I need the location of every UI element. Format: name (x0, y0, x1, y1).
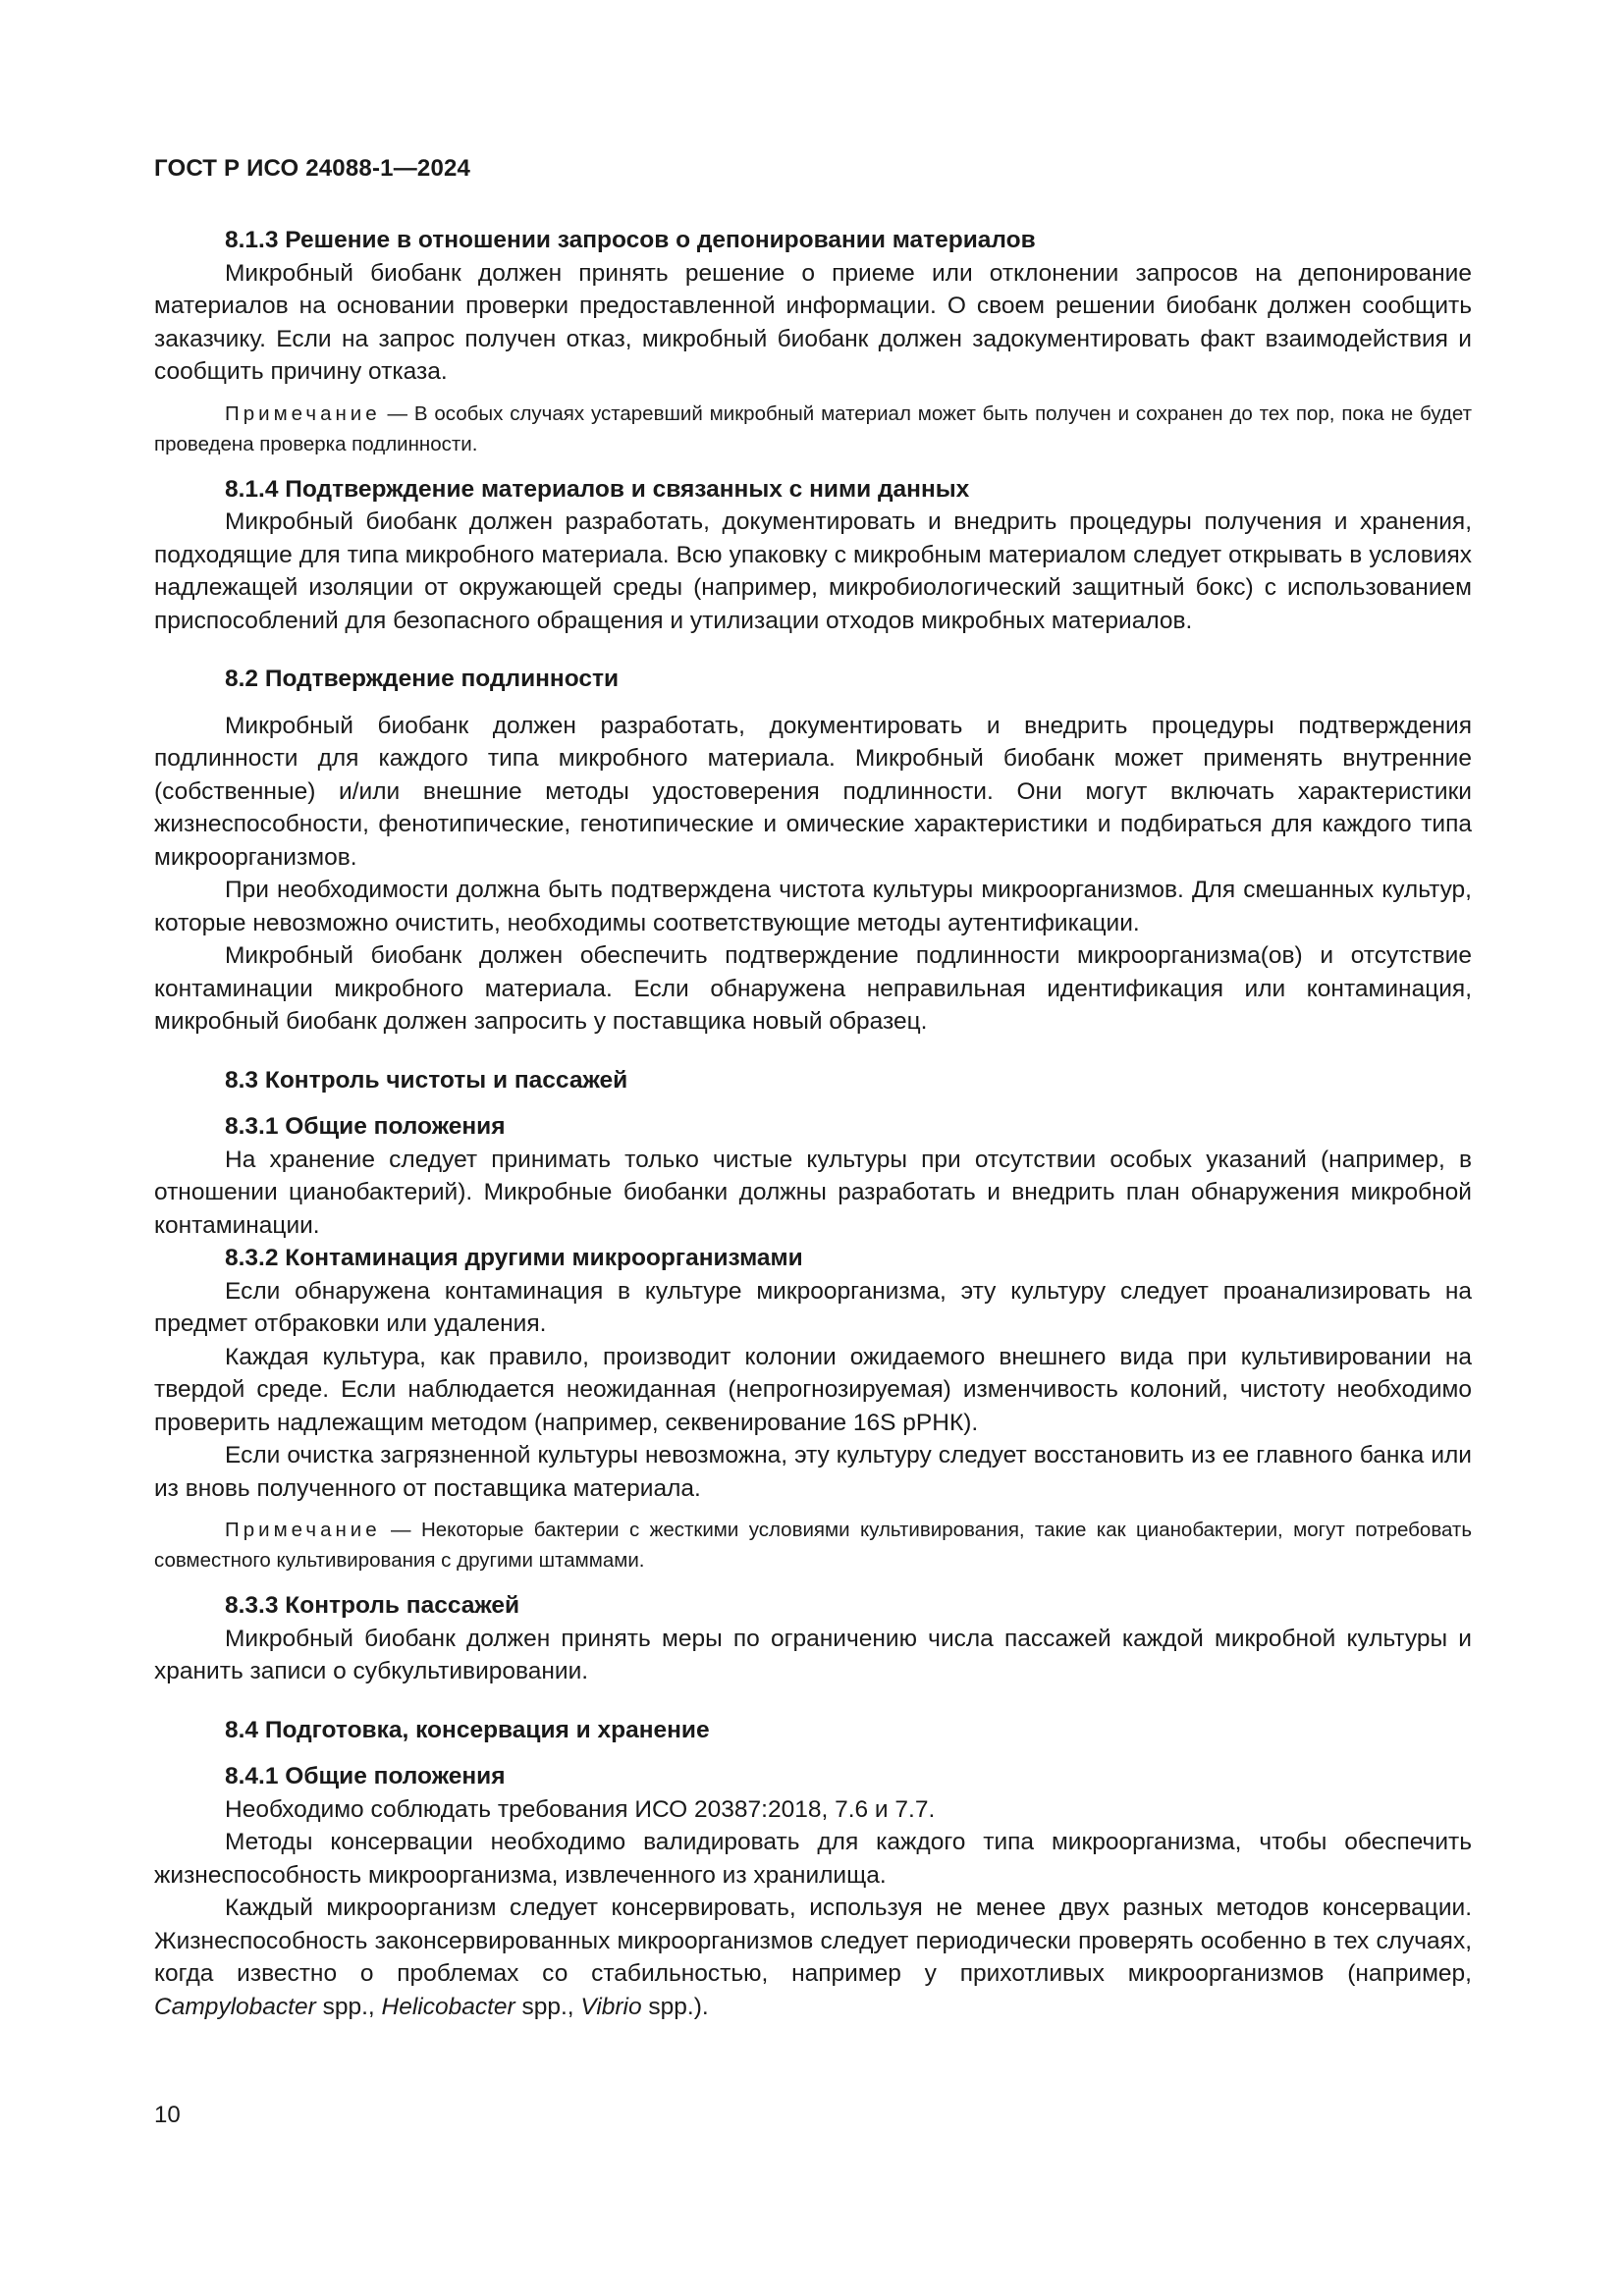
paragraph: Методы консервации необходимо валидировать для каждого типа микроорганизма, чтобы обеспечить жизнеспособность микроорганизма, извлеченного из хранилища. (154, 1829, 1472, 1889)
paragraph-text: spp.). (641, 1993, 709, 2020)
heading-8-4: 8.4 Подготовка, консервация и хранение (225, 1716, 710, 1743)
paragraph: Микробный биобанк должен принять меры по ограничению числа пассажей каждой микробной культуры и хранить записи о субкультивировании. (154, 1625, 1472, 1684)
paragraph: Если очистка загрязненной культуры невозможна, эту культуру следует восстановить из ее главного банка или из вновь полученного от поставщика материала. (154, 1442, 1472, 1502)
paragraph: Микробный биобанк должен разработать, документировать и внедрить процедуры подтверждения подлинности для каждого типа микробного материала. Микробный биобанк может применять внутренние (собственные) и/или внешние методы удостоверения подлинности. Они могут включать характеристики жизнеспособности, фенотипические, генотипические и омические характеристики и подбираться для каждого типа микроорганизмов. (154, 712, 1472, 871)
genus-name: Campylobacter (154, 1993, 316, 2020)
note (154, 1515, 1472, 1575)
paragraph: Необходимо соблюдать требования ИСО 20387:2018, 7.6 и 7.7. (225, 1795, 936, 1823)
note-label: Примечание (225, 401, 381, 425)
note-text: — Некоторые бактерии с жесткими условиями культивирования, такие как цианобактерии, могут потребовать совместного культивирования с другими штаммами. (154, 1519, 1472, 1572)
note (154, 399, 1472, 459)
heading-8-3-2: 8.3.2 Контаминация другими микроорганизмами (225, 1245, 803, 1271)
paragraph (154, 1892, 1472, 2023)
page-content (154, 224, 1472, 2023)
heading-8-3-1: 8.3.1 Общие положения (225, 1113, 506, 1140)
note-text: — В особых случаях устаревший микробный материал может быть получен и сохранен до тех пор, пока не будет проведена проверка подлинности. (154, 401, 1472, 455)
paragraph: Если обнаружена контаминация в культуре микроорганизма, эту культуру следует проанализировать на предмет отбраковки или удаления. (154, 1277, 1472, 1337)
paragraph-text: spp., (514, 1993, 581, 2020)
paragraph: При необходимости должна быть подтверждена чистота культуры микроорганизмов. Для смешанных культур, которые невозможно очистить, необходимы соответствующие методы аутентификации. (154, 877, 1472, 936)
heading-8-3: 8.3 Контроль чистоты и пассажей (225, 1066, 628, 1094)
paragraph: На хранение следует принимать только чистые культуры при отсутствии особых указаний (например, в отношении цианобактерий). Микробные биобанки должны разработать и внедрить план обнаружения микробной контаминации. (154, 1146, 1472, 1239)
page-number: 10 (154, 2102, 181, 2128)
document-header: ГОСТ Р ИСО 24088-1—2024 (154, 155, 471, 182)
genus-name: Vibrio (580, 1993, 642, 2020)
paragraph: Микробный биобанк должен обеспечить подтверждение подлинности микроорганизма(ов) и отсутствие контаминации микробного материала. Если обнаружена неправильная идентификация или контаминация, микробный биобанк должен запросить у поставщика новый образец. (154, 942, 1472, 1035)
heading-8-3-3: 8.3.3 Контроль пассажей (225, 1592, 520, 1619)
paragraph-text: spp., (315, 1993, 382, 2020)
note-label: Примечание (225, 1519, 381, 1541)
genus-name: Helicobacter (381, 1993, 515, 2020)
paragraph: Каждая культура, как правило, производит колонии ожидаемого внешнего вида при культивировании на твердой среде. Если наблюдается неожиданная (непрогнозируемая) изменчивость колоний, чистоту необходимо проверить надлежащим методом (например, секвенирование 16S рРНК). (154, 1343, 1472, 1436)
heading-8-1-4: 8.1.4 Подтверждение материалов и связанных с ними данных (225, 475, 970, 503)
heading-8-1-3: 8.1.3 Решение в отношении запросов о депонировании материалов (225, 227, 1036, 253)
paragraph-text: Каждый микроорганизм следует консервировать, используя не менее двух разных методов консервации. Жизнеспособность законсервированных микроорганизмов следует периодически проверять особенно в тех случаях, когда известно о проблемах со стабильностью, например у прихотливых микроорганизмов (например, (154, 1895, 1472, 1987)
heading-8-2: 8.2 Подтверждение подлинности (225, 666, 620, 692)
heading-8-4-1: 8.4.1 Общие положения (225, 1763, 506, 1789)
paragraph: Микробный биобанк должен принять решение о приеме или отклонении запросов на депонирование материалов на основании проверки предоставленной информации. О своем решении биобанк должен сообщить заказчику. Если на запрос получен отказ, микробный биобанк должен задокументировать факт взаимодействия и сообщить причину отказа. (154, 259, 1472, 385)
paragraph: Микробный биобанк должен разработать, документировать и внедрить процедуры получения и хранения, подходящие для типа микробного материала. Всю упаковку с микробным материалом следует открывать в условиях надлежащей изоляции от окружающей среды (например, микробиологический защитный бокс) с использованием приспособлений для безопасного обращения и утилизации отходов микробных материалов. (154, 508, 1472, 634)
